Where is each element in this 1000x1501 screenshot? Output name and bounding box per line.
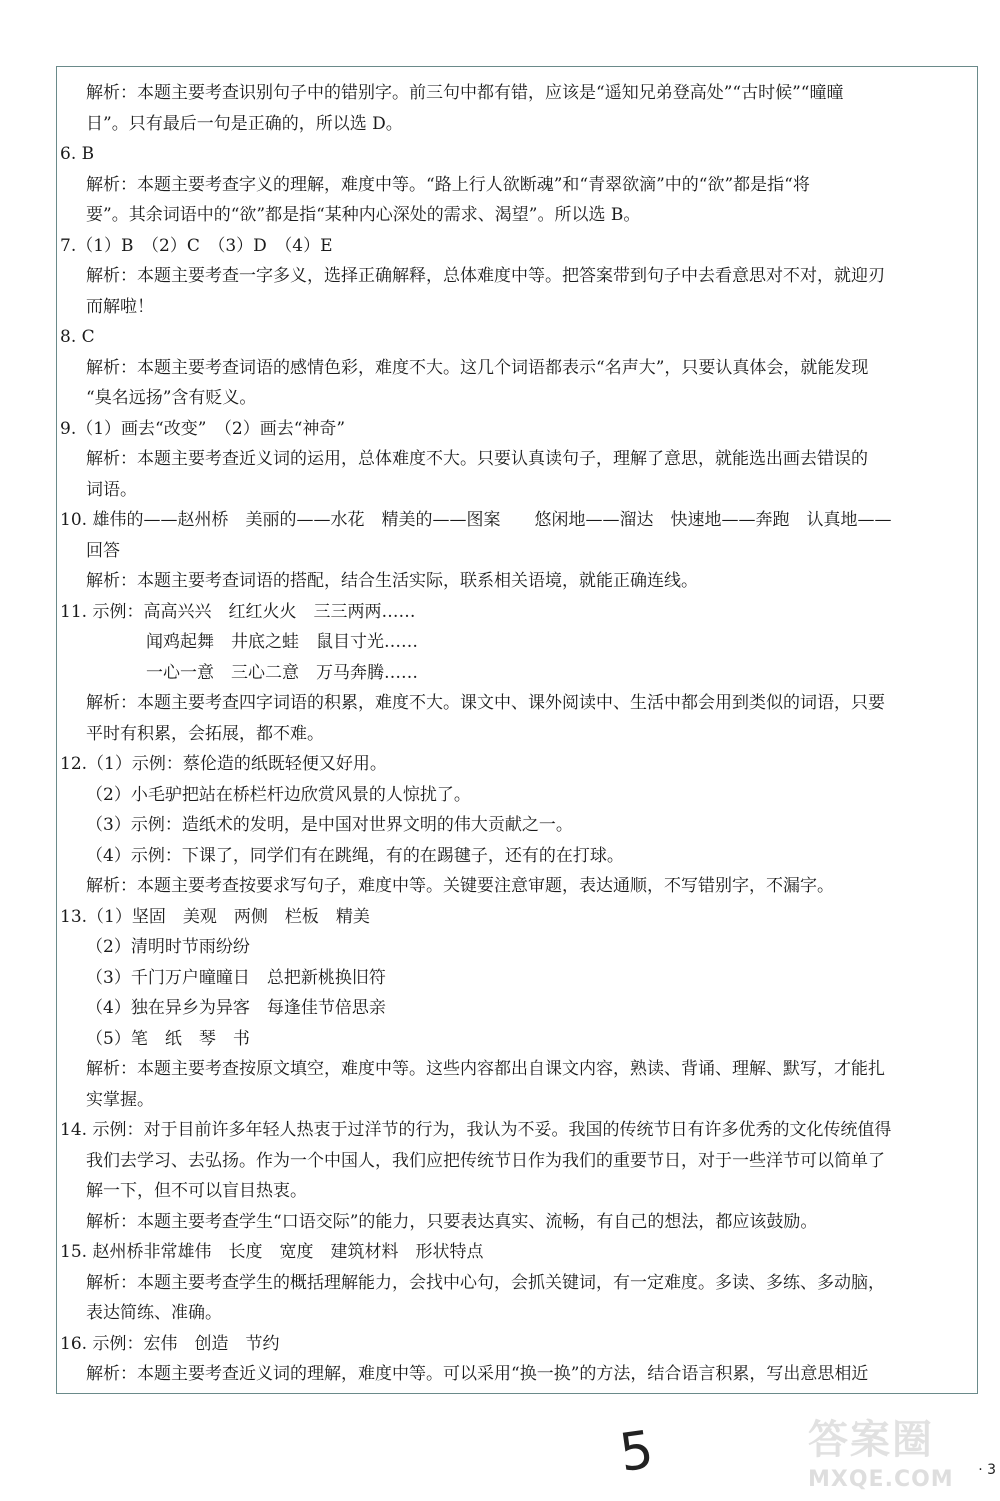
text-line: 解析：本题主要考查词语的搭配，结合生活实际，联系相关语境，就能正确连线。 xyxy=(86,571,698,591)
text-line: 解析：本题主要考查学生“口语交际”的能力，只要表达真实、流畅，有自己的想法，都应该鼓励。 xyxy=(86,1211,818,1232)
text-line: （4）示例：下课了，同学们有在跳绳，有的在踢毽子，还有的在打球。 xyxy=(86,845,624,866)
text-line: 解析：本题主要考查近义词的运用，总体难度不大。只要认真读句子，理解了意思，就能选出画去错误的 xyxy=(86,449,868,469)
text-line: 一心一意 三心二意 万马奔腾…… xyxy=(146,662,418,683)
text-line: 解析：本题主要考查四字词语的积累，难度不大。课文中、课外阅读中、生活中都会用到类似的词语，只要 xyxy=(86,693,885,713)
text-line: 日”。只有最后一句是正确的，所以选 D。 xyxy=(86,113,403,134)
text-line: 闻鸡起舞 井底之蛙 鼠目寸光…… xyxy=(146,632,418,652)
text-line: 解析：本题主要考查近义词的理解，难度中等。可以采用“换一换”的方法，结合语言积累，写出意思相近 xyxy=(86,1364,869,1384)
text-line: 解析：本题主要考查一字多义，选择正确解释，总体难度中等。把答案带到句子中去看意思对不对，就迎刃 xyxy=(86,266,885,286)
text-line: 11. 示例：高高兴兴 红红火火 三三两两…… xyxy=(60,601,416,622)
text-line: 15. 赵州桥非常雄伟 长度 宽度 建筑材料 形状特点 xyxy=(60,1242,484,1262)
text-line: 实掌握。 xyxy=(86,1089,154,1110)
text-line: （3）千门万户曈曈日 总把新桃换旧符 xyxy=(86,967,386,988)
answer-text-body xyxy=(60,78,975,1390)
text-line: 14. 示例：对于目前许多年轻人热衷于过洋节的行为，我认为不妥。我国的传统节日有许多优秀的文化传统值得 xyxy=(60,1120,892,1140)
text-line: （3）示例：造纸术的发明，是中国对世界文明的伟大贡献之一。 xyxy=(86,815,573,835)
text-line: 解析：本题主要考查按要求写句子，难度中等。关键要注意审题，表达通顺，不写错别字，不漏字。 xyxy=(86,876,834,896)
text-line: 解一下，但不可以盲目热衷。 xyxy=(86,1181,307,1201)
watermark-main: 答案圈 xyxy=(808,1417,934,1463)
watermark-site: MXQE.COM xyxy=(808,1467,954,1492)
text-line: 表达简练、准确。 xyxy=(86,1303,222,1323)
text-line: 解析：本题主要考查按原文填空，难度中等。这些内容都出自课文内容，熟读、背诵、理解、默写，才能扎 xyxy=(86,1059,885,1079)
handwritten-page-mark: 5 xyxy=(615,1419,658,1485)
text-line: 10. 雄伟的——赵州桥 美丽的——水花 精美的——图案 悠闲地——溜达 快速地——奔跑 认真地—— xyxy=(60,510,892,530)
text-line: 而解啦！ xyxy=(86,296,154,317)
text-line: “臭名远扬”含有贬义。 xyxy=(86,388,257,408)
text-line: （4）独在异乡为异客 每逢佳节倍思亲 xyxy=(86,998,386,1018)
text-line: 13.（1）坚固 美观 两侧 栏板 精美 xyxy=(60,906,370,927)
text-line: 要”。其余词语中的“欲”都是指“某种内心深处的需求、渴望”。所以选 B。 xyxy=(86,205,641,225)
text-line: 7.（1）B （2）C （3）D （4）E xyxy=(60,235,333,256)
text-line: 6. B xyxy=(60,144,95,164)
page-number: · 3 xyxy=(978,1462,996,1478)
text-line: 平时有积累，会拓展，都不难。 xyxy=(86,723,324,744)
text-line: 解析：本题主要考查识别句子中的错别字。前三句中都有错，应该是“遥知兄弟登高处”“古时候”“曈曈 xyxy=(86,83,844,103)
text-line: 词语。 xyxy=(86,479,137,500)
text-line: 我们去学习、去弘扬。作为一个中国人，我们应把传统节日作为我们的重要节日，对于一些洋节可以简单了 xyxy=(86,1150,885,1171)
text-line: 8. C xyxy=(60,327,95,347)
text-line: （2）清明时节雨纷纷 xyxy=(86,937,250,957)
text-line: 回答 xyxy=(86,540,120,561)
text-line: 解析：本题主要考查学生的概括理解能力，会找中心句，会抓关键词，有一定难度。多读、多练、多动脑， xyxy=(86,1272,885,1293)
watermark-logo xyxy=(808,1408,978,1492)
text-line: 12.（1）示例：蔡伦造的纸既轻便又好用。 xyxy=(60,754,387,774)
text-line: （2）小毛驴把站在桥栏杆边欣赏风景的人惊扰了。 xyxy=(86,784,471,805)
text-line: （5）笔 纸 琴 书 xyxy=(86,1028,250,1049)
text-line: 解析：本题主要考查字义的理解，难度中等。“路上行人欲断魂”和“青翠欲滴”中的“欲”都是指“将 xyxy=(86,174,810,195)
text-line: 解析：本题主要考查词语的感情色彩，难度不大。这几个词语都表示“名声大”，只要认真体会，就能发现 xyxy=(86,357,869,378)
text-line: 16. 示例：宏伟 创造 节约 xyxy=(60,1333,280,1354)
text-line: 9.（1）画去“改变” （2）画去“神奇” xyxy=(60,418,346,439)
